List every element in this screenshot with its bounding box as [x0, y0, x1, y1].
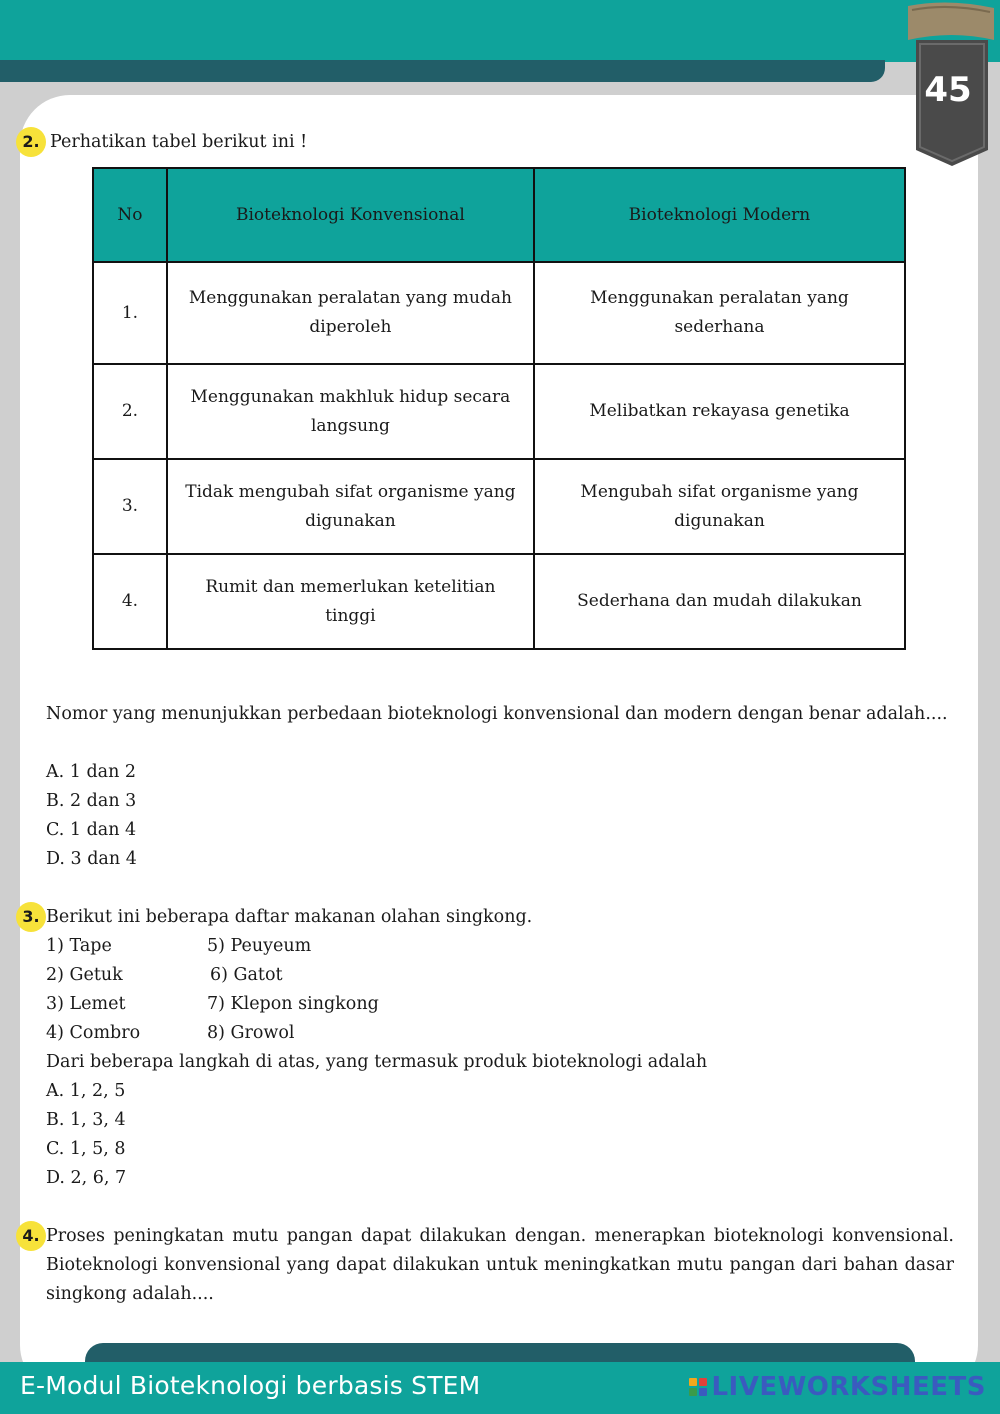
page-number: 45 — [924, 70, 972, 110]
brand-label: LIVEWORKSHEETS — [711, 1372, 986, 1402]
question-number-badge: 4. — [16, 1221, 46, 1251]
question-prompt: Berikut ini beberapa daftar makanan olahan singkong. — [46, 907, 533, 927]
list-item: 5) Peuyeum — [207, 936, 312, 956]
header-modern: Bioteknologi Modern — [534, 168, 905, 262]
cell-konvensional: Menggunakan makhluk hidup secara langsung — [167, 364, 534, 459]
list-item: 3) Lemet — [46, 994, 126, 1014]
page-badge — [908, 0, 994, 170]
cell-konvensional: Rumit dan memerlukan ketelitian tinggi — [167, 554, 534, 649]
option-a: A. 1 dan 2 — [46, 762, 137, 782]
comparison-table — [92, 167, 906, 650]
list-item: 1) Tape — [46, 936, 112, 956]
cell-no: 3. — [93, 459, 167, 554]
question-text: Dari beberapa langkah di atas, yang termasuk produk bioteknologi adalah — [46, 1052, 708, 1072]
cell-modern: Mengubah sifat organisme yang digunakan — [534, 459, 905, 554]
cell-no: 2. — [93, 364, 167, 459]
question-number-badge: 2. — [16, 127, 46, 157]
cell-no: 1. — [93, 262, 167, 364]
list-item: 6) Gatot — [210, 965, 283, 985]
option-c: C. 1, 5, 8 — [46, 1139, 126, 1159]
option-a: A. 1, 2, 5 — [46, 1081, 126, 1101]
list-item: 7) Klepon singkong — [207, 994, 379, 1014]
cell-modern: Sederhana dan mudah dilakukan — [534, 554, 905, 649]
table-row — [93, 262, 905, 364]
question-number-badge: 3. — [16, 902, 46, 932]
header-stripe — [0, 60, 885, 82]
option-d: D. 2, 6, 7 — [46, 1168, 127, 1188]
table-row — [93, 459, 905, 554]
option-d: D. 3 dan 4 — [46, 849, 137, 869]
header-band — [0, 0, 1000, 62]
header-konvensional: Bioteknologi Konvensional — [167, 168, 534, 262]
question-prompt: Proses peningkatan mutu pangan dapat dilakukan dengan. menerapkan bioteknologi konvensional. Bioteknologi konvensional yang dapat dilakukan untuk meningkatkan mutu pangan dari bahan dasar singkong adalah.... — [46, 1226, 954, 1304]
option-b: B. 2 dan 3 — [46, 791, 137, 811]
table-row — [93, 364, 905, 459]
liveworksheets-brand[interactable] — [689, 1372, 986, 1402]
table-row — [93, 554, 905, 649]
cell-konvensional: Menggunakan peralatan yang mudah diperoleh — [167, 262, 534, 364]
cell-no: 4. — [93, 554, 167, 649]
question-text: Nomor yang menunjukkan perbedaan bioteknologi konvensional dan modern dengan benar adalah.... — [46, 704, 948, 724]
option-b: B. 1, 3, 4 — [46, 1110, 126, 1130]
cell-modern: Melibatkan rekayasa genetika — [534, 364, 905, 459]
cell-modern: Menggunakan peralatan yang sederhana — [534, 262, 905, 364]
cell-konvensional: Tidak mengubah sifat organisme yang digunakan — [167, 459, 534, 554]
header-no: No — [93, 168, 167, 262]
liveworksheets-logo-icon — [689, 1378, 707, 1396]
footer-title: E-Modul Bioteknologi berbasis STEM — [20, 1371, 481, 1400]
list-item: 4) Combro — [46, 1023, 141, 1043]
list-item: 2) Getuk — [46, 965, 123, 985]
option-c: C. 1 dan 4 — [46, 820, 137, 840]
list-item: 8) Growol — [207, 1023, 295, 1043]
table-header-row — [93, 168, 905, 262]
footer-bar — [0, 1362, 1000, 1414]
question-prompt: Perhatikan tabel berikut ini ! — [50, 132, 308, 152]
